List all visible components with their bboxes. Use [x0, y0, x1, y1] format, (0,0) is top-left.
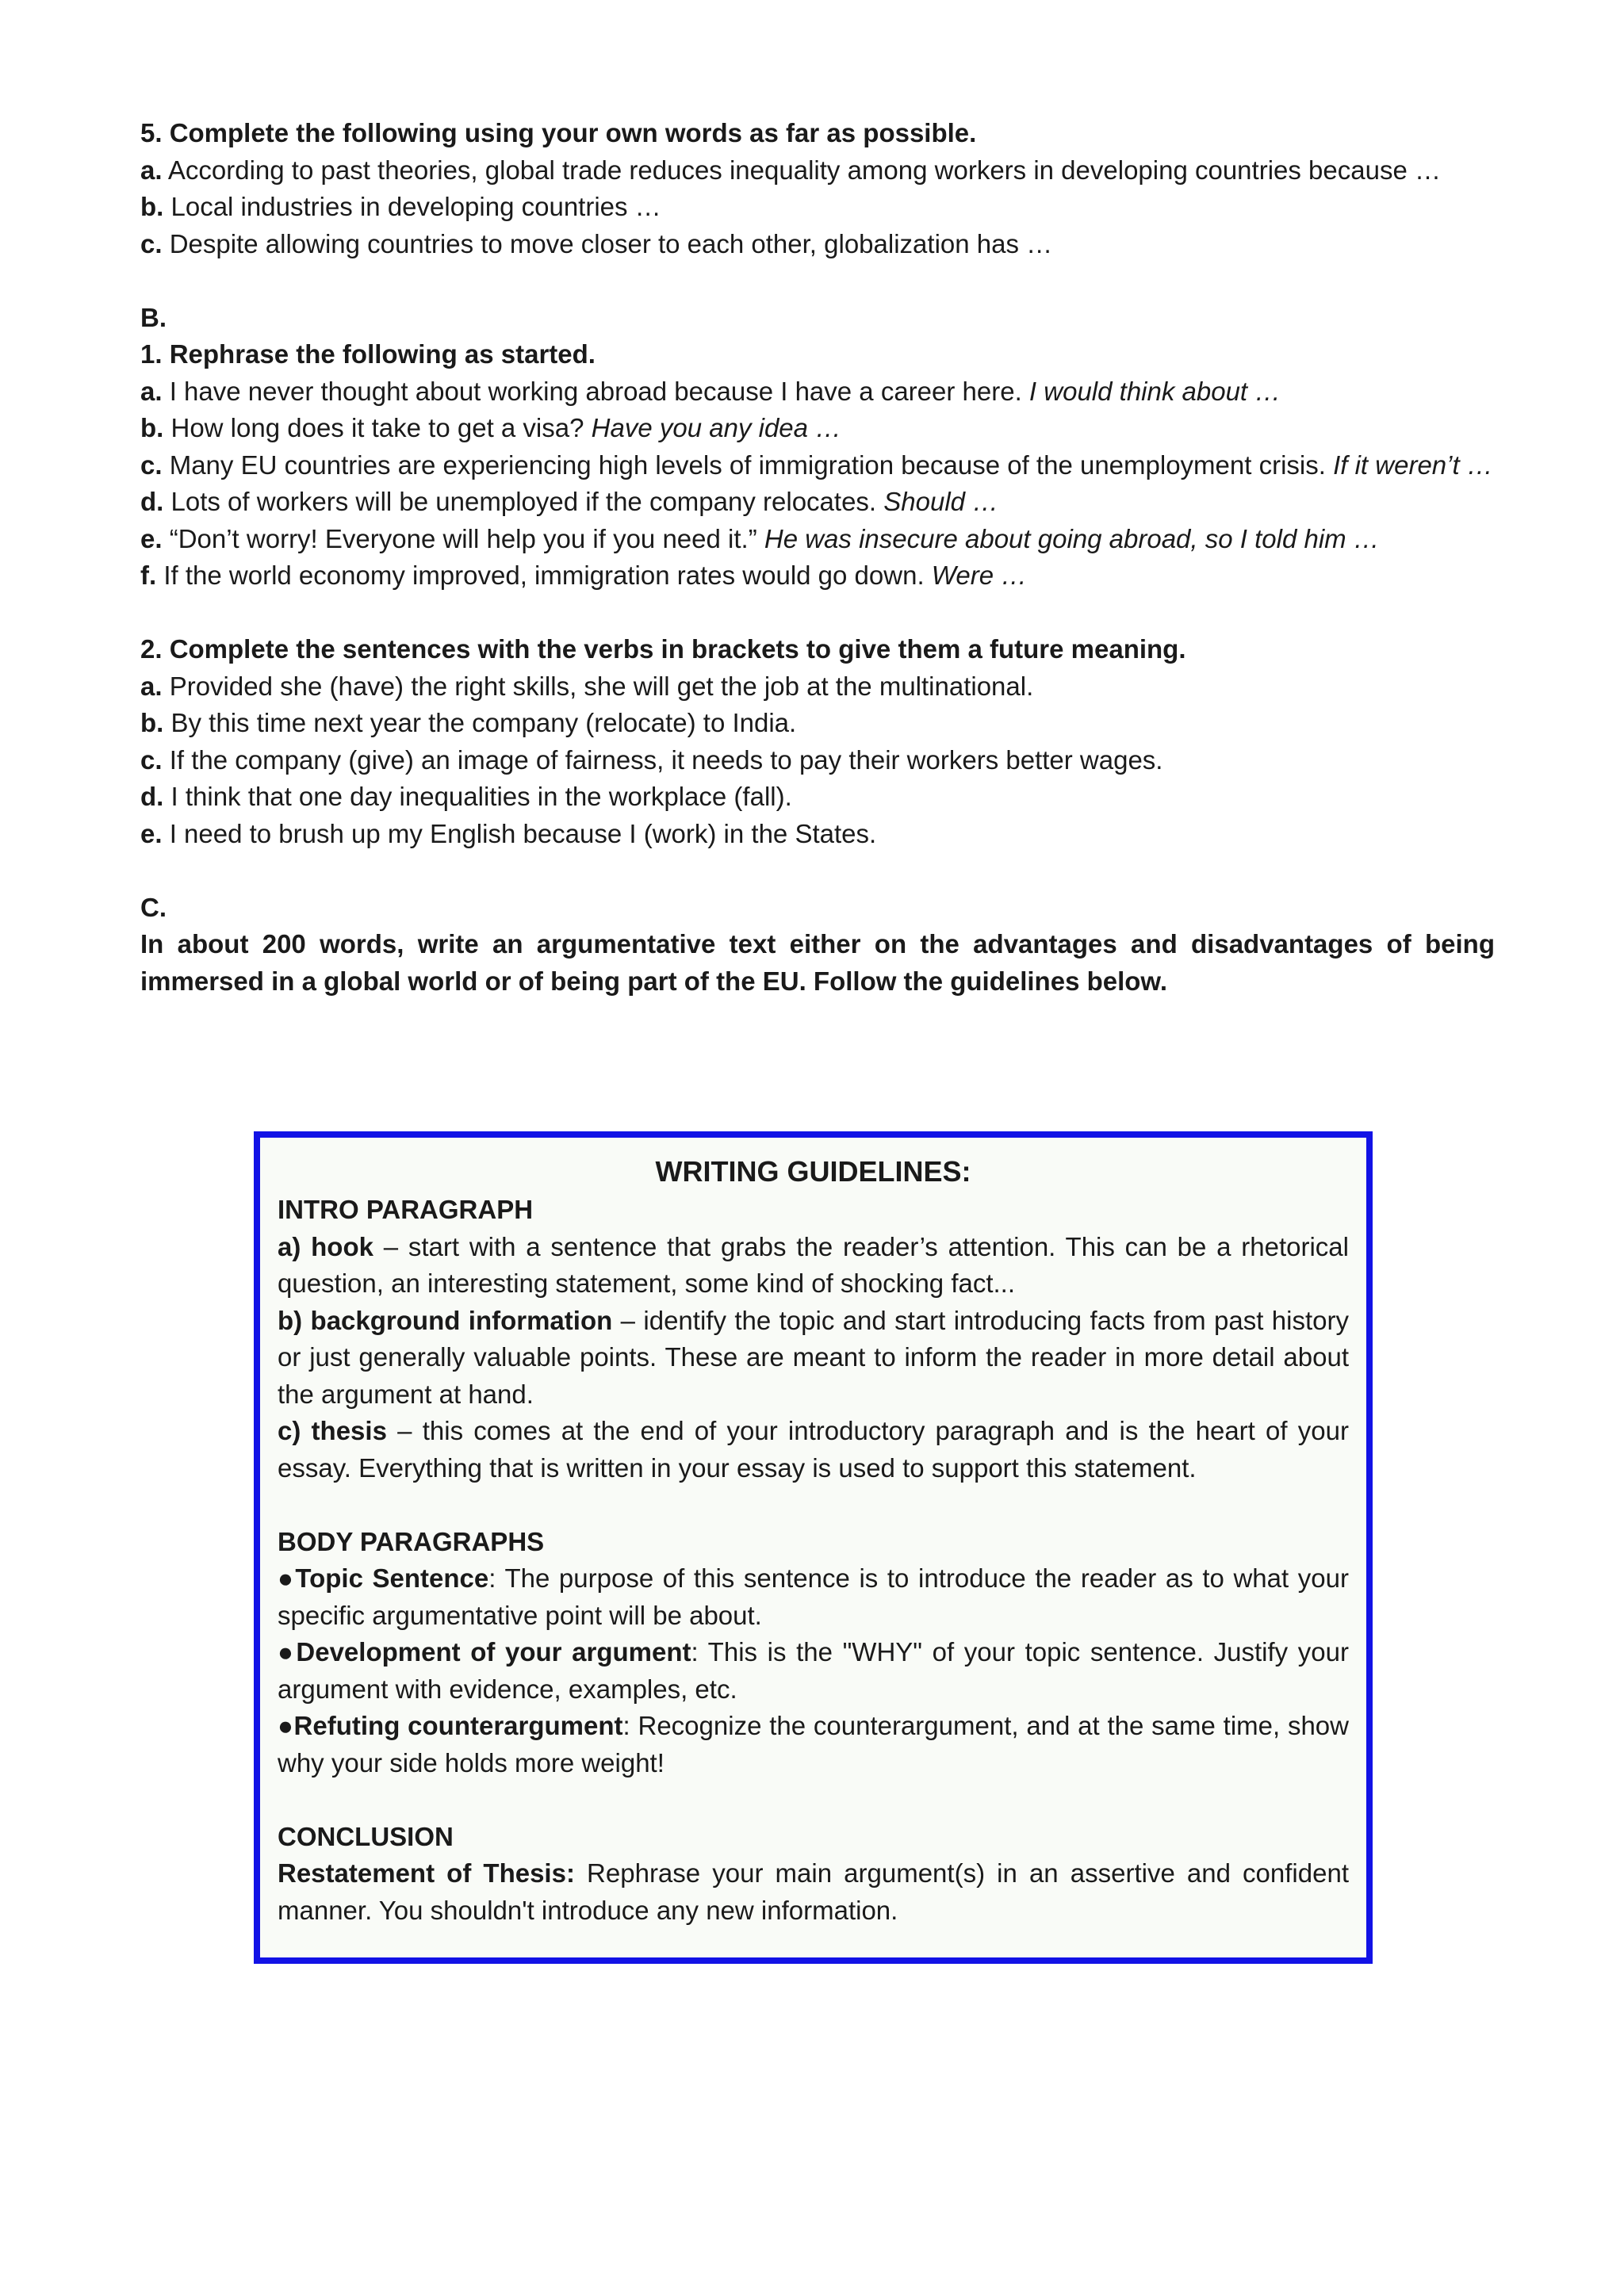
item-text: If the company (give) an image of fairness, it needs to pay their workers better wages. [169, 744, 1163, 775]
exercise-b2-item-d [140, 779, 1495, 816]
exercise-5-item-b [140, 189, 1495, 226]
item-letter: d. [140, 782, 164, 811]
exercise-b2-heading: 2. Complete the sentences with the verbs in brackets to give them a future meaning. [140, 634, 1186, 664]
exercise-b1-item-a [140, 373, 1495, 411]
guideline-term: a) hook [278, 1231, 373, 1261]
body-item-topic-sentence [278, 1560, 1349, 1634]
item-letter: b. [140, 192, 164, 221]
exercise-b1-item-f [140, 557, 1495, 595]
guideline-term: c) thesis [278, 1416, 387, 1445]
item-text: Local industries in developing countries … [170, 192, 661, 221]
intro-item-hook [278, 1229, 1349, 1303]
item-prompt: I would think about … [1028, 376, 1281, 406]
item-prompt: Have you any idea … [591, 413, 842, 442]
item-letter: a. [140, 376, 163, 406]
conclusion-heading: CONCLUSION [278, 1821, 454, 1851]
item-text: I think that one day inequalities in the workplace (fall). [170, 782, 792, 811]
item-letter: e. [140, 818, 163, 848]
item-prompt: Should … [883, 487, 999, 516]
section-b-label: B. [140, 302, 167, 332]
body-item-refuting [278, 1708, 1349, 1781]
guideline-text: – this comes at the end of your introductory paragraph and is the heart of your essay. Everything that is written in your essay is used to support this statement. [278, 1416, 1349, 1483]
exercise-b1-item-d [140, 484, 1495, 521]
item-text: If the world economy improved, immigration rates would go down. [163, 561, 925, 590]
exercise-5-item-a [140, 152, 1495, 189]
item-text: By this time next year the company (relocate) to India. [170, 708, 797, 737]
guideline-term: ●Development of your argument [278, 1637, 691, 1667]
item-text: How long does it take to get a visa? [170, 413, 584, 442]
guideline-text: – start with a sentence that grabs the reader’s attention. This can be a rhetorical question, an interesting statement, some kind of shocking fact... [278, 1231, 1349, 1298]
section-c-label: C. [140, 892, 167, 922]
exercise-b1-item-c [140, 447, 1495, 484]
item-letter: c. [140, 228, 163, 258]
worksheet-page [140, 115, 1495, 1000]
guideline-text: Rephrase your main argument(s) in an assertive and confident manner. You shouldn't introduce any new information. [278, 1858, 1349, 1925]
guideline-text: : Recognize the counterargument, and at the same time, show why your side holds more weight! [278, 1711, 1349, 1777]
guideline-text: : The purpose of this sentence is to introduce the reader as to what your specific argumentative point will be about. [278, 1563, 1349, 1630]
exercise-b2-item-b [140, 705, 1495, 742]
guidelines-title: WRITING GUIDELINES: [655, 1155, 971, 1188]
item-text: Lots of workers will be unemployed if the company relocates. [170, 487, 877, 516]
item-prompt: He was insecure about going abroad, so I told him … [764, 523, 1380, 553]
item-letter: a. [140, 155, 163, 185]
guideline-term: Restatement of Thesis: [278, 1858, 575, 1888]
intro-item-thesis [278, 1413, 1349, 1487]
item-text: Many EU countries are experiencing high levels of immigration because of the unemployment crisis. [169, 450, 1326, 480]
body-item-development [278, 1634, 1349, 1708]
exercise-b2-item-a [140, 668, 1495, 706]
guideline-text: – identify the topic and start introducing facts from past history or just generally valuable points. These are meant to inform the reader in more detail about the argument at hand. [278, 1305, 1349, 1409]
item-letter: f. [140, 561, 157, 590]
writing-guidelines-box [254, 1131, 1373, 1964]
exercise-b1-item-e [140, 521, 1495, 558]
section-c-instruction: In about 200 words, write an argumentative text either on the advantages and disadvantages of being immersed in a global world or of being part of the EU. Follow the guidelines below. [140, 929, 1495, 996]
item-text: According to past theories, global trade reduces inequality among workers in developing countries because … [167, 155, 1441, 185]
item-letter: e. [140, 523, 163, 553]
item-text: I need to brush up my English because I (work) in the States. [169, 818, 877, 848]
intro-heading: INTRO PARAGRAPH [278, 1195, 534, 1224]
intro-item-background [278, 1303, 1349, 1414]
exercise-b2-item-c [140, 742, 1495, 779]
item-letter: b. [140, 413, 164, 442]
item-letter: c. [140, 744, 163, 775]
conclusion-item-restatement [278, 1855, 1349, 1929]
guideline-term: ●Refuting counterargument [278, 1711, 623, 1740]
exercise-5-heading: 5. Complete the following using your own words as far as possible. [140, 118, 977, 147]
item-letter: c. [140, 450, 163, 480]
item-prompt: If it weren’t … [1333, 450, 1493, 480]
exercise-b2-item-e [140, 816, 1495, 853]
body-heading: BODY PARAGRAPHS [278, 1526, 545, 1556]
exercise-b1-item-b [140, 410, 1495, 447]
guideline-term: ●Topic Sentence [278, 1563, 489, 1593]
item-letter: b. [140, 708, 164, 737]
exercise-5-item-c [140, 226, 1495, 263]
item-prompt: Were … [931, 561, 1028, 590]
guideline-term: b) background information [278, 1305, 613, 1335]
item-text: Provided she (have) the right skills, she will get the job at the multinational. [169, 671, 1034, 701]
item-text: Despite allowing countries to move closer to each other, globalization has … [169, 228, 1053, 258]
exercise-b1-heading: 1. Rephrase the following as started. [140, 339, 596, 369]
item-text: “Don’t worry! Everyone will help you if you need it.” [169, 523, 757, 553]
guideline-text: : This is the "WHY" of your topic sentence. Justify your argument with evidence, examples, etc. [278, 1637, 1349, 1704]
item-letter: d. [140, 487, 164, 516]
item-letter: a. [140, 671, 163, 701]
item-text: I have never thought about working abroad because I have a career here. [169, 376, 1022, 406]
